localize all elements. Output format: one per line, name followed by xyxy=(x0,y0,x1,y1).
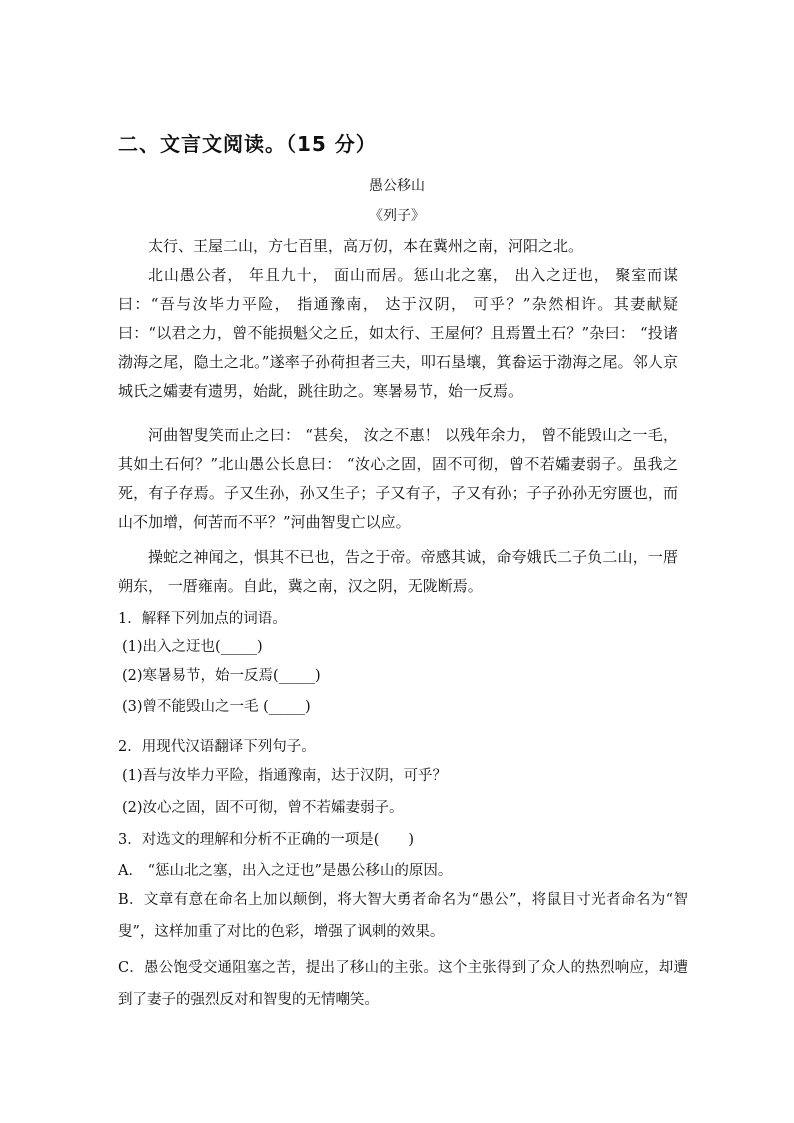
question-2-item: (1)吾与汝毕力平险，指通豫南，达于汉阴，可乎？ xyxy=(122,768,448,784)
question-1-item: (3)曾不能毁山之一毛 (_____) xyxy=(122,699,311,715)
question-3-option-b: B．文章有意在命名上加以颠倒，将大智大勇者命名为“愚公”，将鼠目寸光者命名为“智叟”，这样加重了对比的色彩，增强了讽刺的效果。 xyxy=(118,892,688,940)
passage-source: 《列子》 xyxy=(369,208,425,224)
question-3-option-a: A． “惩山北之塞，出入之迂也”是愚公移山的原因。 xyxy=(118,863,453,879)
question-2-prompt: 2．用现代汉语翻译下列句子。 xyxy=(118,739,316,755)
question-1-prompt: 1．解释下列加点的词语。 xyxy=(118,611,287,627)
passage-paragraph: 操蛇之神闻之，惧其不已也，告之于帝。帝感其诚，命夸娥氏二子负二山，一厝朔东， 一厝雍南。自此，冀之南，汉之阴，无陇断焉。 xyxy=(118,548,678,595)
section-title: 二、文言文阅读。（15 分） xyxy=(118,132,377,156)
passage-paragraph: 太行、王屋二山，方七百里，高万仞，本在冀州之南，河阳之北。 xyxy=(148,237,584,255)
passage-paragraph: 北山愚公者， 年且九十， 面山而居。惩山北之塞， 出入之迂也， 聚室而谋曰：“吾与汝毕力平险， 指通豫南， 达于汉阴， 可乎？”杂然相许。其妻献疑曰：“以君之力，曾不能损魁父之丘，如太行、王屋何？且焉置土石？”杂曰： “投诸渤海之尾，隐土之北。”遂率子孙荷担者三夫，叩石垦壤，箕畚运于渤海之尾。邻人京城氏之孀妻有遗男，始龀，跳往助之。寒暑易节，始一反焉。 xyxy=(118,266,678,400)
question-3-prompt: 3．对选文的理解和分析不正确的一项是( ) xyxy=(118,832,415,848)
passage-title: 愚公移山 xyxy=(369,178,425,194)
question-3-option-c: C．愚公饱受交通阻塞之苦，提出了移山的主张。这个主张得到了众人的热烈响应，却遭到了妻子的强烈反对和智叟的无情嘲笑。 xyxy=(118,960,688,1008)
question-2-item: (2)汝心之固，固不可彻，曾不若孀妻弱子。 xyxy=(122,800,404,816)
question-1-item: (2)寒暑易节，始一反焉(_____) xyxy=(122,668,321,684)
passage-paragraph: 河曲智叟笑而止之曰： “甚矣， 汝之不惠！ 以残年余力， 曾不能毁山之一毛，其如土石何？”北山愚公长息曰： “汝心之固，固不可彻，曾不若孀妻弱子。虽我之死，有子存焉。子又生孙，孙又生子；子又有子，子又有孙；子子孙孙无穷匮也，而山不加增，何苦而不平？”河曲智叟亡以应。 xyxy=(118,426,678,531)
question-1-item: (1)出入之迂也(_____) xyxy=(122,639,263,655)
